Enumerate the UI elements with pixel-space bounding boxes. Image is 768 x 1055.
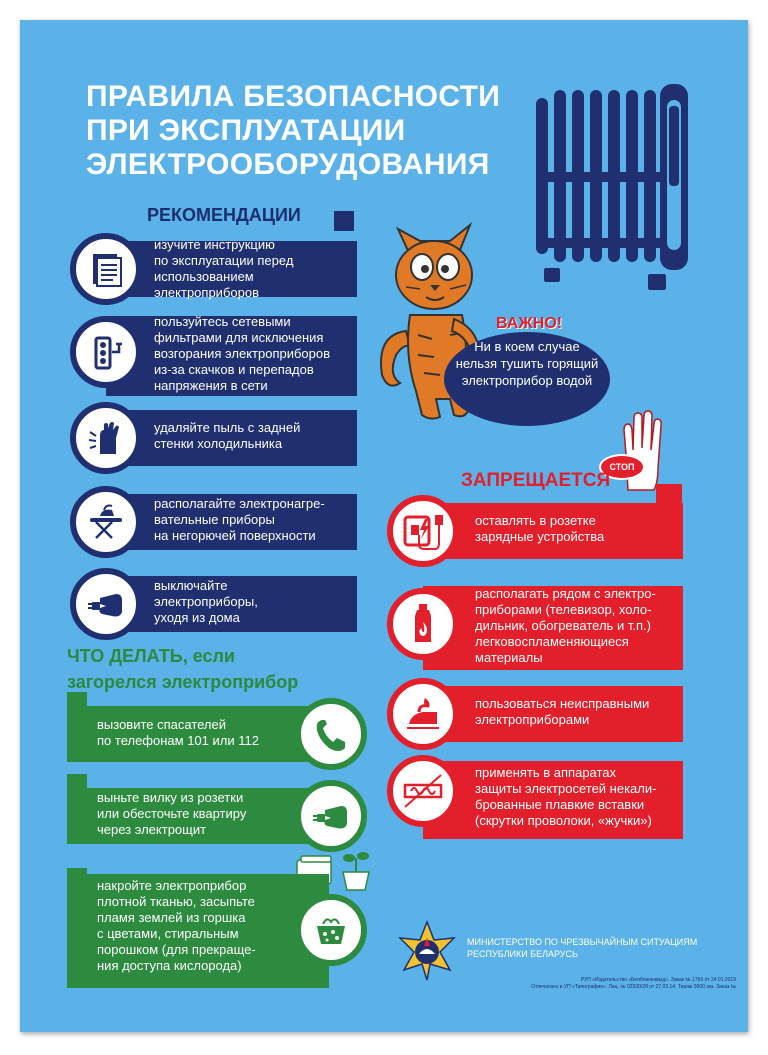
fire-heading-line: загорелся электроприбор	[67, 672, 299, 692]
phone-icon	[295, 698, 367, 770]
important-text	[452, 338, 602, 389]
fine-print-line: Отпечатано в УП «Типография». Лиц. № 02330/28 от 27.03.14. Тираж 5000 экз. Заказ №	[531, 984, 736, 990]
ministry-line: РЕСПУБЛИКИ БЕЛАРУСЬ	[467, 949, 578, 959]
item-text: по телефонам 101 или 112	[97, 733, 259, 748]
important-line: Ни в коем случае	[474, 339, 580, 354]
item-text: выньте вилку из розетки	[97, 790, 244, 805]
fuse-wire-icon	[387, 755, 459, 827]
prohibited-heading: ЗАПРЕЩАЕТСЯ	[461, 470, 611, 491]
fire-action-item	[67, 698, 367, 770]
safety-poster	[20, 20, 748, 1032]
ministry-name	[467, 936, 697, 960]
important-line: нельзя тушить горящий	[455, 356, 599, 371]
item-text: пламя землей из горшка	[97, 910, 246, 925]
item-text: плотной тканью, засыпьте	[97, 894, 255, 909]
prohibited-item	[387, 678, 683, 750]
item-text: дильник, обогреватель и т.п.)	[475, 618, 651, 633]
important-title: ВАЖНО!	[496, 315, 563, 332]
item-text: из-за скачков и перепадов	[154, 362, 314, 377]
ministry-line: МИНИСТЕРСТВО ПО ЧРЕЗВЫЧАЙНЫМ СИТУАЦИЯМ	[467, 937, 698, 947]
instruction-book-icon	[70, 233, 142, 305]
fine-print-line: РУП «Издательство «Белбланкавыд». Заказ № 1765 от 24.01.2019	[580, 977, 736, 983]
item-text: накройте электроприбор	[97, 878, 247, 893]
item-text: использованием	[154, 269, 254, 284]
poster-title	[86, 80, 500, 182]
item-text: ния доступа кислорода)	[97, 958, 242, 973]
item-text: через электрощит	[97, 822, 207, 837]
title-line: ЭЛЕКТРООБОРУДОВАНИЯ	[86, 148, 490, 181]
item-text: вызовите спасателей	[97, 717, 227, 732]
fire-actions-heading	[67, 643, 298, 695]
unplug-hand-icon	[70, 568, 142, 640]
radiator-icon	[530, 80, 690, 295]
item-text: применять в аппаратах	[475, 765, 617, 780]
recommendation-item	[70, 314, 357, 393]
item-text: электроприборами	[475, 712, 590, 727]
item-text: по эксплуатации перед	[154, 253, 294, 268]
glove-dust-icon	[70, 402, 142, 474]
heading-tab	[334, 211, 354, 231]
power-strip-icon	[70, 316, 142, 388]
item-text: пользуйтесь сетевыми	[154, 314, 291, 329]
important-line: электроприбор водой	[461, 373, 593, 388]
prohibited-item	[387, 586, 683, 665]
item-text: вательные приборы	[154, 512, 275, 527]
item-text: легковоспламеняющиеся	[475, 634, 629, 649]
item-text: удаляйте пыль с задней	[154, 420, 301, 435]
charger-socket-icon	[387, 495, 459, 567]
ministry-emblem-icon	[396, 920, 458, 982]
item-text: выключайте	[154, 578, 228, 593]
item-text: брованные плавкие вставки	[475, 797, 645, 812]
item-text: возгорания электроприборов	[154, 346, 331, 361]
item-text: изучите инструкцию	[154, 237, 275, 252]
item-text: оставлять в розетке	[475, 513, 596, 528]
item-text: на негорючей поверхности	[154, 528, 316, 543]
item-text: зарядные устройства	[475, 529, 605, 544]
item-text: электроприборы,	[154, 594, 258, 609]
item-text: уходя из дома	[154, 610, 240, 625]
prohibited-item	[387, 495, 683, 567]
fire-heading-line: ЧТО ДЕЛАТЬ, если	[67, 646, 235, 666]
recommendations-heading: РЕКОМЕНДАЦИИ	[147, 205, 301, 225]
item-text: с цветами, стиральным	[97, 926, 239, 941]
item-text: защиты электросетей некали-	[475, 781, 657, 796]
recommendation-item	[70, 402, 357, 474]
recommendation-item	[70, 233, 357, 305]
stop-label: СТОП	[599, 454, 645, 480]
item-text: фильтрами для исключения	[154, 330, 324, 345]
fire-action-item	[67, 780, 367, 852]
prohibited-item	[387, 755, 683, 827]
fine-print	[531, 977, 736, 991]
fire-action-item	[67, 880, 367, 980]
item-text: порошком (для прекраще-	[97, 942, 256, 957]
flammable-bottle-icon	[387, 588, 459, 660]
item-text: электроприборов	[154, 285, 259, 300]
recommendation-item	[70, 568, 357, 640]
item-text: пользоваться неисправными	[475, 696, 650, 711]
title-line: ПРИ ЭКСПЛУАТАЦИИ	[86, 114, 406, 147]
item-text: располагайте электронагре-	[154, 496, 325, 511]
recommendation-item	[70, 486, 357, 558]
plug-hand-icon	[295, 780, 367, 852]
soil-pot-icon	[295, 894, 367, 966]
item-text: напряжения в сети	[154, 378, 268, 393]
item-text: стенки холодильника	[154, 436, 283, 451]
item-text: располагать рядом с электро-	[475, 586, 656, 601]
item-text: приборами (телевизор, холо-	[475, 602, 652, 617]
iron-board-icon	[70, 486, 142, 558]
item-text: (скрутки проволоки, «жучки»)	[475, 813, 652, 828]
title-line: ПРАВИЛА БЕЗОПАСНОСТИ	[86, 80, 501, 113]
item-text: материалы	[475, 650, 543, 665]
item-text: или обесточьте квартиру	[97, 806, 247, 821]
burning-iron-icon	[387, 678, 459, 750]
